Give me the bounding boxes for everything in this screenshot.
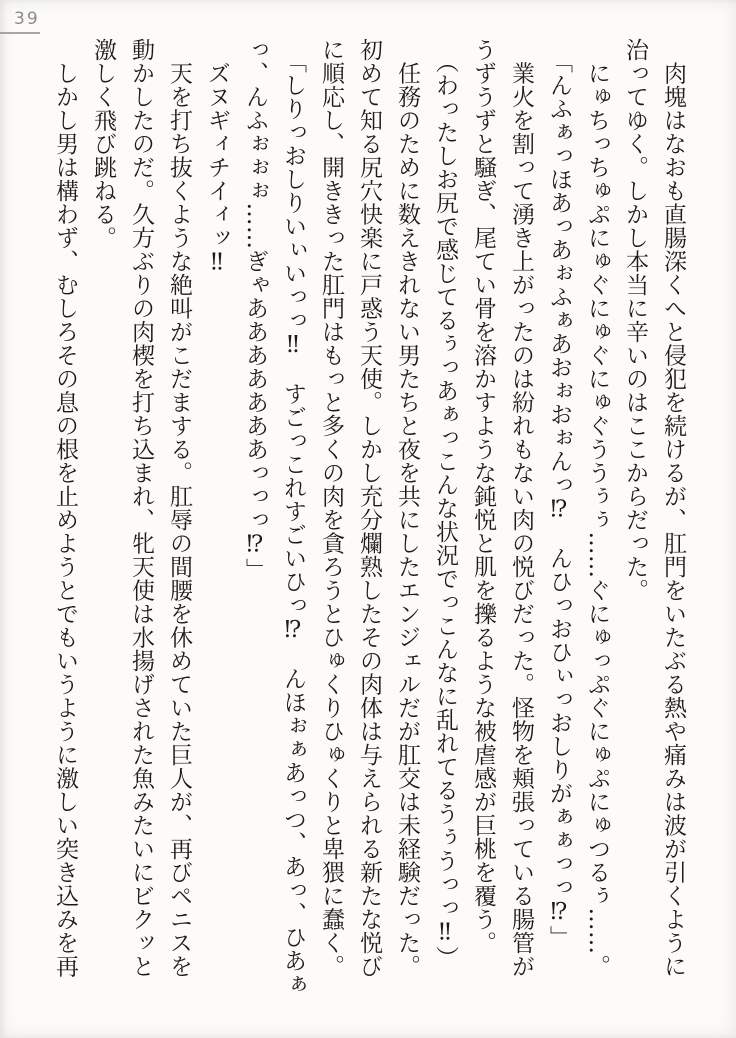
text-line: 「しりっおしりいぃいっっ‼ すごっこれすごいひっ⁉ んほぉぁあっつ、あっ、ひあぁ	[280, 38, 306, 996]
text-line: 任務のために数えきれない男たちと夜を共にしたエンジェルだが肛交は未経験だった。	[394, 38, 420, 978]
text-line: 激しく飛び跳ねる。	[90, 38, 116, 250]
text-line: にゅちっちゅぷにゅぐにゅぐにゅぐううぅぅ……ぐにゅっぷぐにゅぷにゅつるぅ……。	[584, 38, 610, 978]
page-number-rule	[0, 32, 40, 34]
text-line: （わったしお尻で感じてるぅっあぁっこんな状況でっこんなに乱れてるうぅうっっ‼）	[432, 38, 458, 970]
text-line: うずうずと騒ぎ、尾てい骨を溶かすような鈍悦と肌を擽るような被虐感が巨桃を覆う。	[470, 38, 496, 955]
text-line: 動かしたのだ。久方ぶりの肉楔を打ち込まれ、牝天使は水揚げされた魚みたいにビクッと	[128, 38, 154, 978]
text-line: 業火を割って湧き上がったのは紛れもない肉の悦びだった。怪物を頬張っている腸管が	[508, 38, 534, 978]
text-line: っ、んふぉぉぉ……ぎゃあああああああっっっ⁉」	[242, 38, 268, 582]
text-line: 「んふぁっほあっあぉふぁあおぉおぉんっ⁉ んひっおひぃっおしりがぁぁっっ⁉」	[546, 38, 572, 949]
text-line: ズヌギィチイィッ‼	[204, 38, 230, 276]
text-line: 治ってゆく。しかし本当に辛いのはここからだった。	[622, 38, 648, 602]
text-line: 初めて知る尻穴快楽に戸惑う天使。しかし充分爛熟したその肉体は与えられる新たな悦び	[356, 38, 382, 978]
text-line: に順応し、開ききった肛門はもっと多くの肉を貪ろうとひゅくりひゅくりと卑猥に蠢く。	[318, 38, 344, 978]
text-line: 天を打ち抜くような絶叫がこだまする。肛辱の間腰を休めていた巨人が、再びペニスを	[166, 38, 192, 978]
page-number: 39	[14, 9, 40, 29]
text-line: しかし男は構わず、むしろその息の根を止めようとでもいうように激しい突き込みを再	[52, 38, 78, 978]
body-text	[46, 38, 692, 996]
text-line: 肉塊はなおも直腸深くへと侵犯を続けるが、肛門をいたぶる熱や痛みは波が引くように	[660, 38, 686, 978]
